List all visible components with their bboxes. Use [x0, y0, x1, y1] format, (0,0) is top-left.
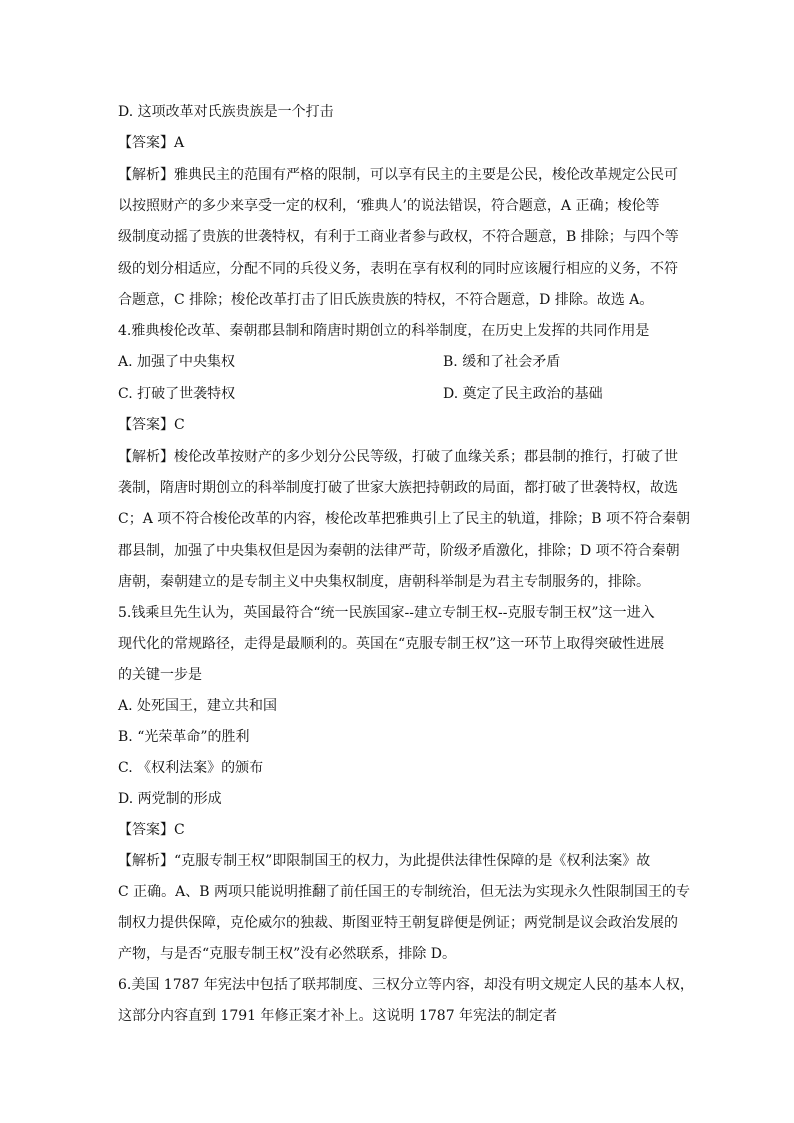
analysis-line: 制权力提供保障，克伦威尔的独裁、斯图亚特王朝复辟便是例证；两党制是议会政治发展的	[118, 915, 678, 931]
option-d: D. 奠定了民主政治的基础	[443, 386, 603, 402]
analysis-line: 【解析】雅典民主的范围有严格的限制，可以享有民主的主要是公民，梭伦改革规定公民可	[118, 167, 678, 183]
option-b: B. 缓和了社会矛盾	[443, 354, 561, 370]
analysis-line: 级的划分相适应，分配不同的兵役义务，表明在享有权利的同时应该履行相应的义务，不符	[118, 261, 678, 277]
option-a: A. 加强了中央集权	[118, 354, 236, 370]
option-c: C. 《权利法案》的颁布	[118, 760, 264, 776]
question-6: 6.美国 1787 年宪法中包括了联邦制度、三权分立等内容，却没有明文规定人民的基本人权，	[118, 977, 694, 993]
answer-label: 【答案】C	[118, 822, 185, 838]
analysis-line: 【解析】“克服专制王权”即限制国王的权力，为此提供法律性保障的是《权利法案》故	[118, 853, 651, 869]
analysis-line: 产物，与是否“克服专制王权”没有必然联系，排除 D。	[118, 946, 456, 962]
analysis-line: C 正确。A、B 两项只能说明推翻了前任国王的专制统治，但无法为实现永久性限制国王的专	[118, 884, 691, 900]
question-5: 的关键一步是	[118, 667, 202, 683]
answer-label: 【答案】A	[118, 135, 185, 151]
option-d-previous: D. 这项改革对氏族贵族是一个打击	[118, 104, 334, 120]
analysis-line: 以按照财产的多少来享受一定的权利，‘雅典人’的说法错误，符合题意，A 正确；梭伦等	[118, 198, 660, 214]
analysis-line: 郡县制，加强了中央集权但是因为秦朝的法律严苛，阶级矛盾激化，排除；D 项不符合秦朝	[118, 543, 680, 559]
question-5: 现代化的常规路径，走得是最顺利的。英国在“克服专制王权”这一环节上取得突破性进展	[118, 636, 665, 652]
analysis-line: C；A 项不符合梭伦改革的内容，梭伦改革把雅典引上了民主的轨道，排除；B 项不符合秦朝	[118, 511, 691, 527]
analysis-line: 袭制，隋唐时期创立的科举制度打破了世家大族把持朝政的局面，都打破了世袭特权，故选	[118, 480, 678, 496]
analysis-line: 唐朝，秦朝建立的是专制主义中央集权制度，唐朝科举制是为君主专制服务的，排除。	[118, 574, 650, 590]
analysis-line: 合题意，C 排除；梭伦改革打击了旧氏族贵族的特权，不符合题意，D 排除。故选 A。	[118, 292, 654, 308]
analysis-line: 级制度动摇了贵族的世袭特权，有利于工商业者参与政权，不符合题意，B 排除；与四个等	[118, 229, 679, 245]
option-c: C. 打破了世袭特权	[118, 386, 236, 402]
option-b: B. “光荣革命”的胜利	[118, 729, 250, 745]
question-4: 4.雅典梭伦改革、秦朝郡县制和隋唐时期创立的科举制度，在历史上发挥的共同作用是	[118, 323, 650, 339]
analysis-line: 【解析】梭伦改革按财产的多少划分公民等级，打破了血缘关系；郡县制的推行，打破了世	[118, 449, 678, 465]
answer-label: 【答案】C	[118, 417, 185, 433]
option-d: D. 两党制的形成	[118, 791, 222, 807]
question-6: 这部分内容直到 1791 年修正案才补上。这说明 1787 年宪法的制定者	[118, 1008, 558, 1024]
question-5: 5.钱乘旦先生认为，英国最符合“统一民族国家--建立专制王权--克服专制王权”这一进入	[118, 605, 655, 621]
option-a: A. 处死国王，建立共和国	[118, 698, 278, 714]
